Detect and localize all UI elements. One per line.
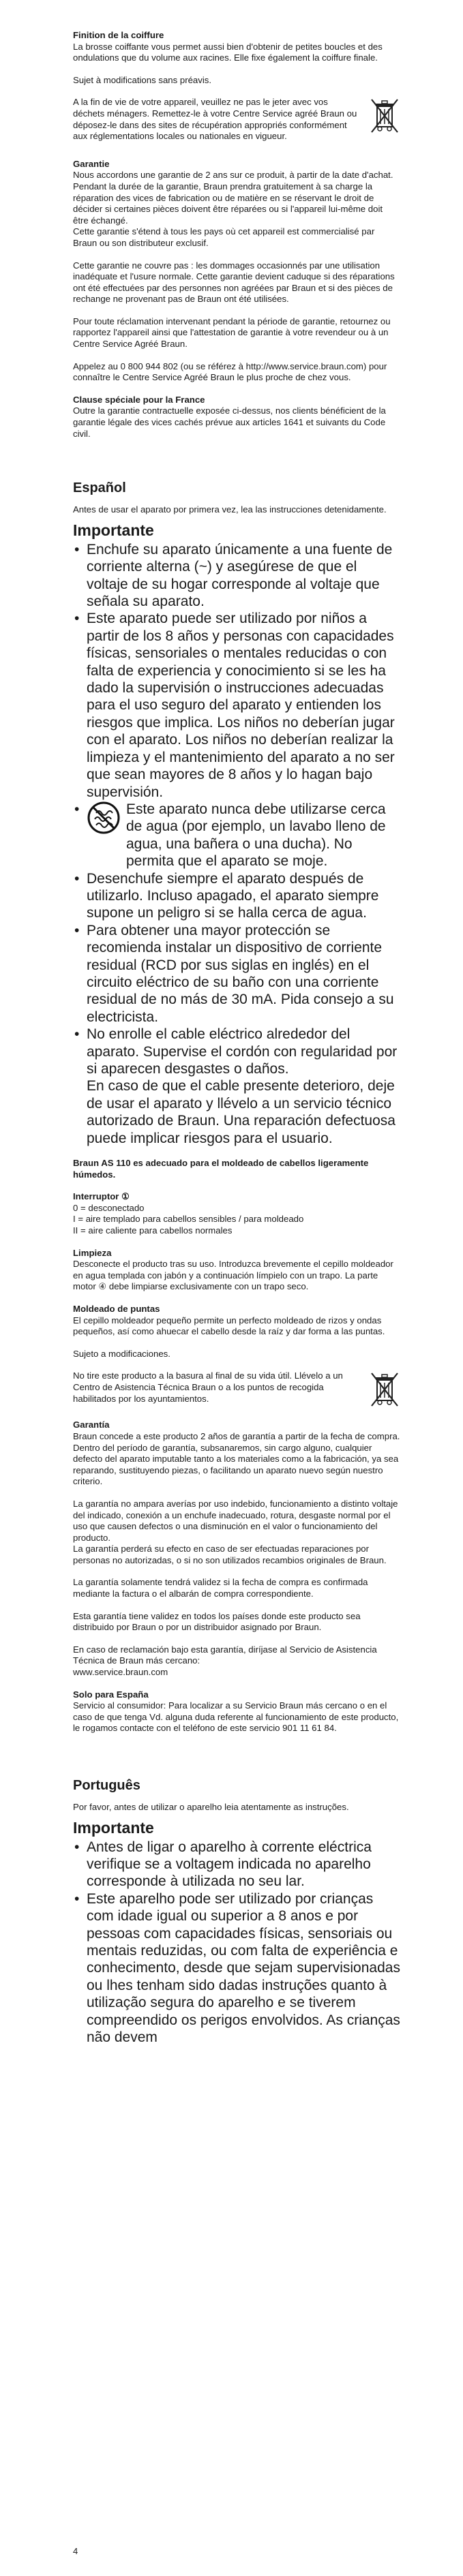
fr-garantie-p3: Pour toute réclamation intervenant pendant la période de garantie, retournez ou rapportez l'appareil ainsi que l'attestation de garantie à votre revendeur ou à un Centre Service Agréé Braun. (73, 316, 391, 350)
pt-language-heading: Português (73, 1778, 140, 1793)
crossed-bin-icon (369, 1370, 400, 1409)
es-important-list (73, 541, 400, 1147)
es-bullet-5: • Para obtener una mayor protección se recomienda instalar un dispositivo de corriente residual (RCD por sus siglas en inglés) en el circuito eléctrico de su baño con una corriente residual de no más de 30 mA. Pida consejo a su electricista. (73, 922, 400, 1026)
es-moldeado-title: Moldeado de puntas (73, 1303, 160, 1314)
es-garantia-p2: La garantía no ampara averías por uso indebido, funcionamiento a distinto voltaje del indicado, conexión a un enchufe inadecuado, rotura, desgaste normal por el uso que causen defectos o una disminución en el valor o funcionamiento del producto. La garantía perderá su efecto en caso de ser efectuadas reparaciones por personas no autorizadas, o si no son utilizados recambios originales de Braun. (73, 1498, 398, 1565)
pt-intro: Por favor, antes de utilizar o aparelho leia atentamente as instruções. (73, 1802, 349, 1812)
es-bullet-2: • Este aparato puede ser utilizado por niños a partir de los 8 años y personas con capacidades físicas, sensoriales o mentales reducidas o con falta de experiencia y conocimiento si se les ha dado la supervisión o instrucciones adecuadas para el uso seguro del aparato y entienden los riesgos que implica. Los niños no deberían jugar con el aparato. Los niños no deberían realizar la limpieza y el mantenimiento del aparato a no ser que sean mayores de 8 años y lo hagan bajo supervisión. (73, 610, 400, 800)
es-switch-1: I = aire templado para cabellos sensibles / para moldeado (73, 1214, 304, 1225)
es-moldeado-text: El cepillo moldeador pequeño permite un perfecto moldeado de rizos y ondas pequeños, así como ahuecar el cabello desde la raíz y dar forma a las puntas. (73, 1315, 385, 1337)
fr-garantie-p2: Cette garantie ne couvre pas : les dommages occasionnés par une utilisation inadéquate et l'usure normale. Cette garantie devient caduque si des réparations ont été effectuées par des personnes non agréées par Braun et si des pièces de rechange ne provenant pas de Braun ont été utilisées. (73, 260, 395, 305)
fr-garantie-p1: Nous accordons une garantie de 2 ans sur ce produit, à partir de la date d'achat. Pendant la durée de la garantie, Braun prendra gratuitement à sa charge la réparation des vices de fabrication ou de matière en se réservant le droit de décider si certaines pièces doivent être réparées ou si l'appareil lui-même doit être échangé. Cette garantie s'étend à tous les pays où cet appareil est commercialisé par Braun ou son distributeur exclusif. (73, 170, 393, 248)
es-disposal-block (73, 1370, 400, 1409)
fr-sujet: Sujet à modifications sans préavis. (73, 74, 212, 85)
fr-clause-title: Clause spéciale pour la France (73, 394, 205, 405)
es-model-note: Braun AS 110 es adecuado para el moldeado de cabellos ligeramente húmedos. (73, 1158, 369, 1180)
es-switch-2: II = aire caliente para cabellos normales (73, 1225, 233, 1236)
fr-disposal-block (73, 97, 400, 142)
es-switch-title: Interruptor ① (73, 1191, 130, 1202)
pt-important-list (73, 1839, 400, 2046)
es-intro: Antes de usar el aparato por primera vez, lea las instrucciones detenidamente. (73, 504, 387, 515)
es-sujeto: Sujeto a modificaciones. (73, 1348, 170, 1359)
fr-garantie-p4: Appelez au 0 800 944 802 (ou se référez à http://www.service.braun.com) pour connaître le Centre Service Agréé Braun le plus proche de chez vous. (73, 361, 387, 383)
es-garantia-p5: En caso de reclamación bajo esta garantía, diríjase al Servicio de Asistencia Técnica de Braun más cercano: www.service.braun.com (73, 1644, 377, 1678)
es-important-title: Importante (73, 521, 154, 539)
es-limpieza-text: Desconecte el producto tras su uso. Introduzca brevemente el cepillo moldeador en agua templada con jabón y a continuación límpielo con un trapo. La parte motor ④ debe limpiarse exclusivamente con un trapo seco. (73, 1259, 393, 1292)
page-number: 4 (73, 2546, 78, 2556)
pt-important-title: Importante (73, 1818, 154, 1837)
es-bullet-6 (73, 1026, 400, 1147)
es-garantia-p1: Braun concede a este producto 2 años de garantía a partir de la fecha de compra. Dentro del período de garantía, subsanaremos, sin cargo alguno, cualquier defecto del aparato imputable tanto a los materiales como a la fabricación, ya sea reparando, sustituyendo piezas, o facilitando un aparato nuevo según nuestro criterio. (73, 1430, 400, 1487)
es-bullet-3 (73, 801, 400, 870)
es-switch-0: 0 = desconectado (73, 1202, 145, 1213)
es-solo-text: Servicio al consumidor: Para localizar a su Servicio Braun más cercano o en el caso de que tenga Vd. alguna duda referente al funcionamiento de este producto, le rogamos contacte con el teléfono de este servicio 901 11 61 84. (73, 1700, 399, 1734)
es-garantia-p3: La garantía solamente tendrá validez si la fecha de compra es confirmada mediante la factura o el albarán de compra correspondiente. (73, 1577, 368, 1599)
es-bullet-1: • Enchufe su aparato únicamente a una fuente de corriente alterna (~) y asegúrese de que el voltaje de su hogar corresponde al voltaje que señala su aparato. (73, 541, 400, 611)
es-bullet-4: • Desenchufe siempre el aparato después de utilizarlo. Incluso apagado, el aparato siempre supone un peligro si se halla cerca de agua. (73, 870, 400, 922)
es-limpieza-title: Limpieza (73, 1247, 112, 1258)
es-garantia-title: Garantía (73, 1420, 110, 1430)
fr-disposal-text: A la fin de vie de votre appareil, veuillez ne pas le jeter avec vos déchets ménagers. Remettez-le à votre Centre Service agréé Braun ou déposez-le dans des sites de récupération appropriés conformément aux réglementations locales ou nationales en vigueur. (73, 97, 357, 142)
es-bullet-3-text: • Este aparato nunca debe utilizarse cerca de agua (por ejemplo, un lavabo lleno de agua, una bañera o una ducha). No permita que el aparato se moje. (126, 801, 386, 870)
crossed-bin-icon (369, 97, 400, 135)
es-bullet-6-text: No enrolle el cable eléctrico alrededor del aparato. Supervise el cordón con regularidad por si aparecen desgastes o daños. En caso de que el cable presente deterioro, deje de usar el aparato y llévelo a un servicio técnico autorizado de Braun. Una reparación defectuosa puede implicar riesgos para el usuario. (87, 1026, 398, 1146)
es-disposal-text: No tire este producto a la basura al final de su vida útil. Llévelo a un Centro de Asistencia Técnica Braun o a los puntos de recogida habilitados por los ayuntamientos. (73, 1370, 343, 1404)
es-language-heading: Español (73, 480, 126, 496)
fr-finition-text: La brosse coiffante vous permet aussi bien d'obtenir de petites boucles et des ondulations que du volume aux racines. Elle fixe également la coiffure finale. (73, 41, 383, 63)
no-water-icon (87, 801, 121, 835)
fr-garantie-title: Garantie (73, 158, 110, 169)
es-solo-title: Solo para España (73, 1689, 149, 1700)
fr-clause-text: Outre la garantie contractuelle exposée ci-dessus, nos clients bénéficient de la garantie légale des vices cachés prévue aux articles 1641 et suivants du Code civil. (73, 405, 386, 439)
pt-bullet-2: • Este aparelho pode ser utilizado por crianças com idade igual ou superior a 8 anos e por pessoas com capacidades físicas, sensoriais ou mentais reduzidas, ou com falta de experiência e conhecimento, desde que sejam supervisionadas ou lhes tenham sido dadas instruções quanto à utilização segura do aparelho e se tiverem compreendido os perigos envolvidos. As crianças não devem (73, 1890, 400, 2046)
fr-finition-title: Finition de la coiffure (73, 30, 164, 40)
pt-bullet-1: • Antes de ligar o aparelho à corrente eléctrica verifique se a voltagem indicada no aparelho corresponde à utilizada no seu lar. (73, 1839, 400, 1890)
es-garantia-p4: Esta garantía tiene validez en todos los países donde este producto sea distribuido por Braun o por un distribuidor asignado por Braun. (73, 1610, 361, 1633)
page-column (73, 0, 400, 2046)
